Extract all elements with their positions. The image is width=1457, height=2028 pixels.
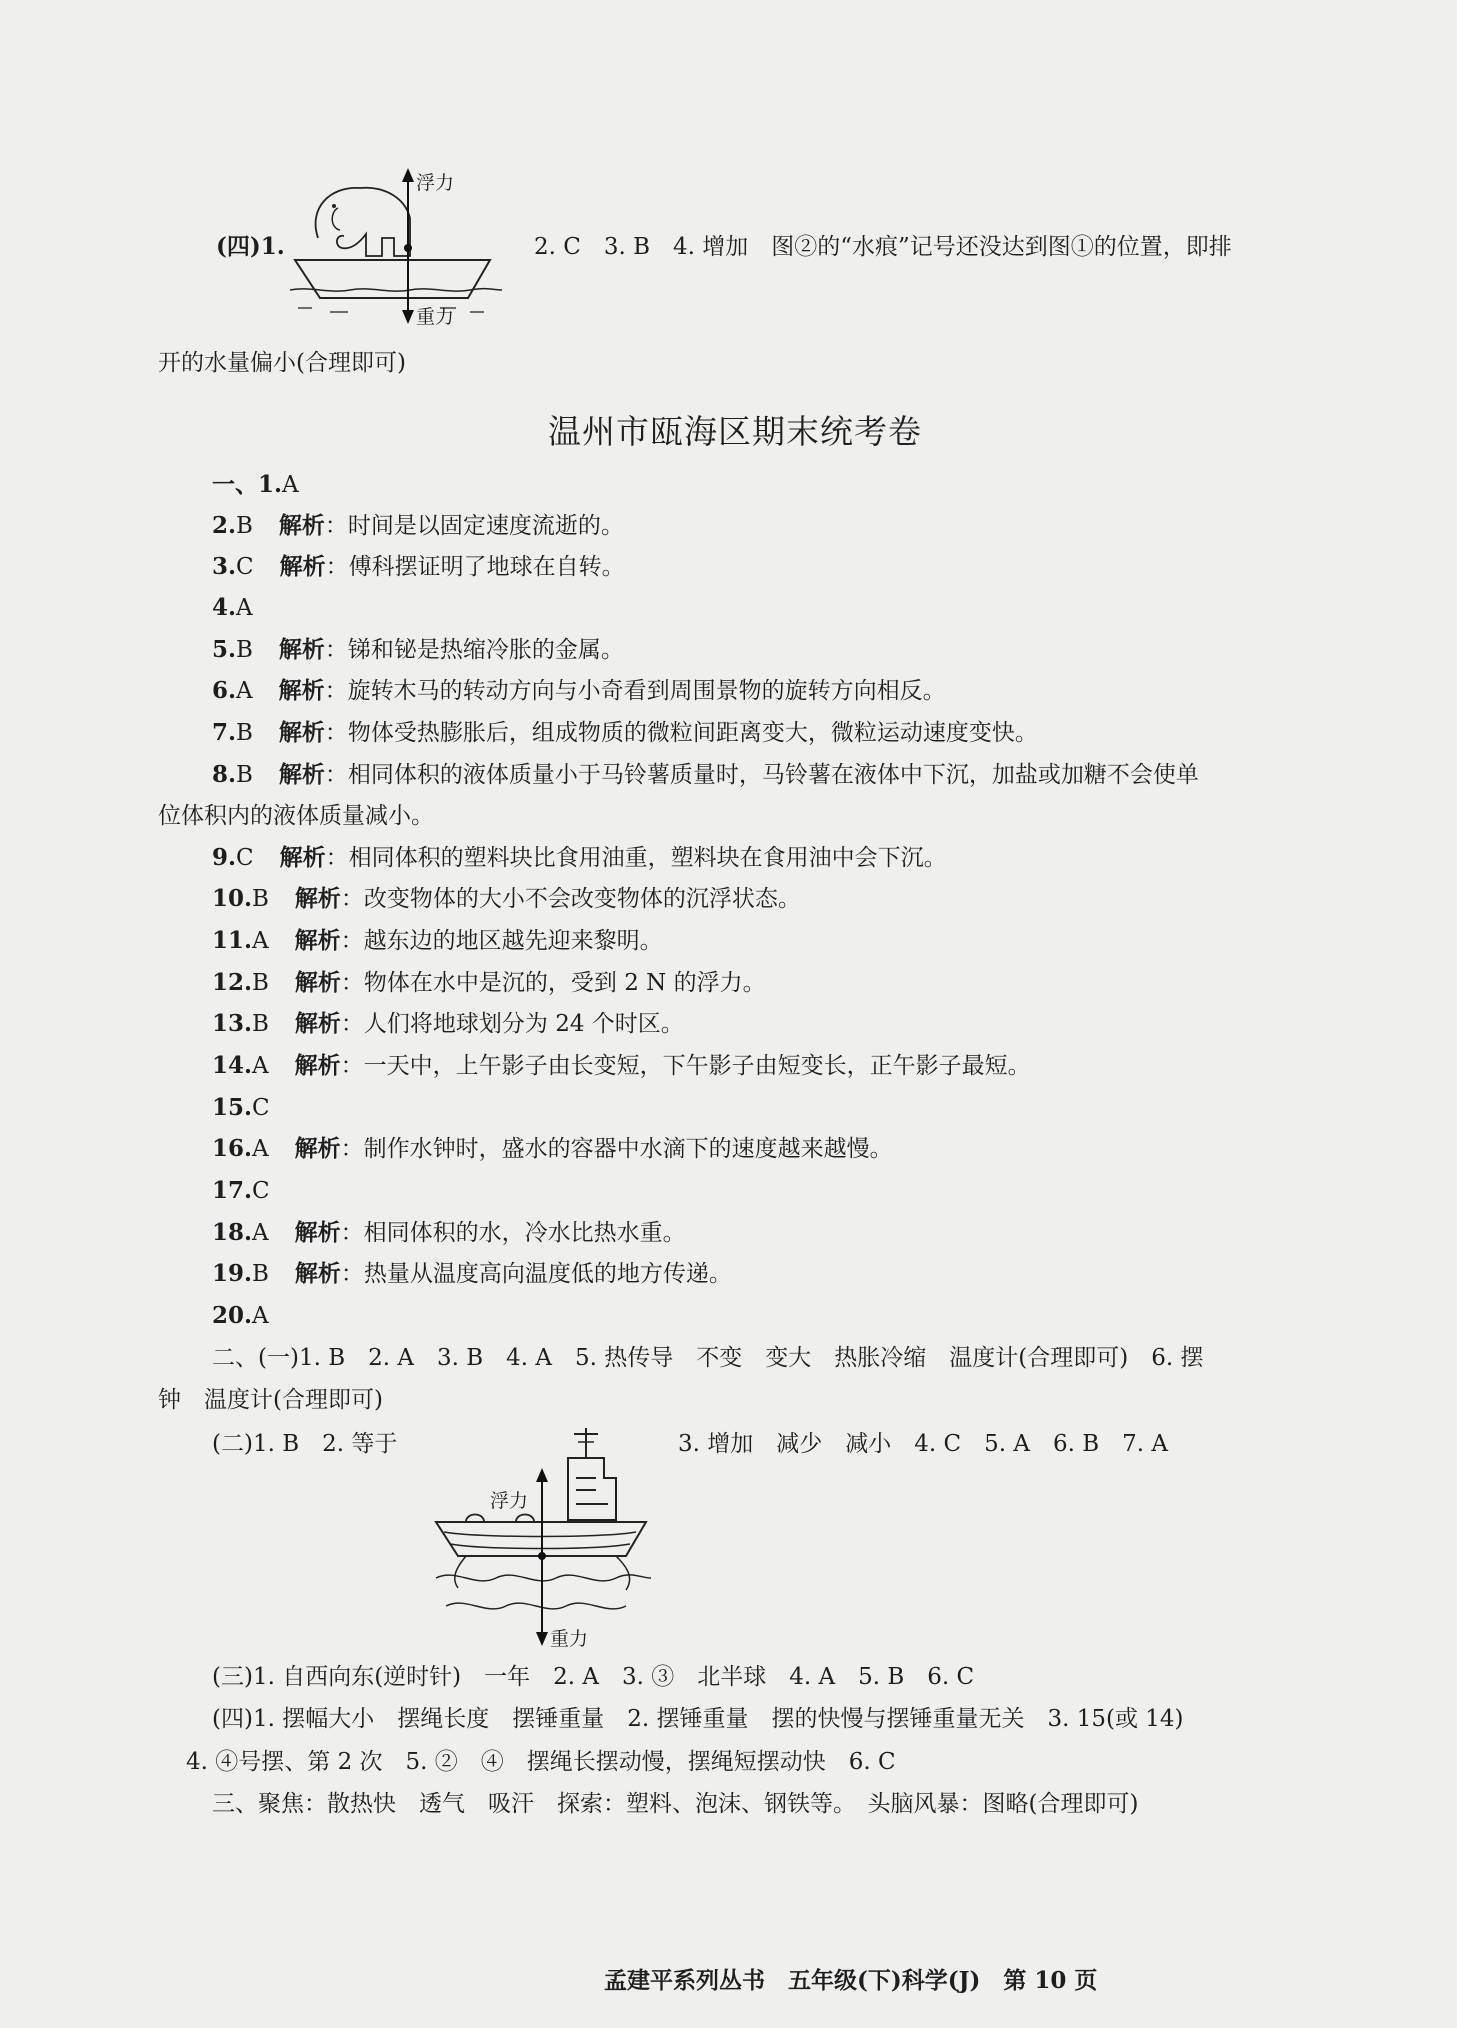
answer-row: 9.C 解析：相同体积的塑料块比食用油重，塑料块在食用油中会下沉。 — [212, 844, 947, 871]
answer-row: 8.B 解析：相同体积的液体质量小于马铃薯质量时，马铃薯在液体中下沉，加盐或加糖不会使单 — [212, 761, 1199, 788]
answer-row: 15.C — [212, 1094, 270, 1121]
answer-row: 10.B 解析：改变物体的大小不会改变物体的沉浮状态。 — [212, 885, 801, 912]
ship-float-label: 浮力 — [490, 1490, 529, 1512]
part2-line1: 二、(一)1. B 2. A 3. B 4. A 5. 热传导 不变 变大 热胀冷缩 温度计(合理即可) 6. 摆 — [212, 1345, 1204, 1371]
answer-row: 2.B 解析：时间是以固定速度流逝的。 — [212, 512, 624, 539]
part2-line2: 钟 温度计(合理即可) — [158, 1387, 383, 1413]
part2-line6: 4. ④号摆、第 2 次 5. ② ④ 摆绳长摆动慢，摆绳短摆动快 6. C — [186, 1749, 896, 1775]
answer-row: 位体积内的液体质量减小。 — [158, 803, 434, 829]
page-title: 温州市瓯海区期末统考卷 — [548, 412, 922, 451]
part3-line: 三、聚焦：散热快 透气 吸汗 探索：塑料、泡沫、钢铁等。 头脑风暴：图略(合理即可) — [212, 1791, 1139, 1817]
answer-row: 6.A 解析：旋转木马的转动方向与小奇看到周围景物的旋转方向相反。 — [212, 677, 946, 704]
part2-line3a: (二)1. B 2. 等于 — [212, 1431, 398, 1457]
page-footer: 孟建平系列丛书 五年级(下)科学(J) 第 10 页 — [604, 1967, 1098, 1994]
answer-row: 7.B 解析：物体受热膨胀后，组成物质的微粒间距离变大，微粒运动速度变快。 — [212, 719, 1038, 746]
answer-row: 一、1.A — [212, 471, 299, 498]
ship-figure — [436, 1428, 656, 1648]
answer-row: 3.C 解析：傅科摆证明了地球在自转。 — [212, 553, 625, 580]
part2-line3b: 3. 增加 减少 减小 4. C 5. A 6. B 7. A — [678, 1431, 1168, 1457]
ship-gravity-label: 重力 — [550, 1628, 589, 1650]
float-force-label: 浮力 — [416, 172, 455, 194]
answer-row: 20.A — [212, 1302, 269, 1329]
answer-row: 12.B 解析：物体在水中是沉的，受到 2 N 的浮力。 — [212, 969, 766, 996]
answer-row: 17.C — [212, 1177, 270, 1204]
elephant-boat-figure — [290, 168, 510, 328]
answer-row: 13.B 解析：人们将地球划分为 24 个时区。 — [212, 1010, 684, 1037]
section4-answers: 2. C 3. B 4. 增加 图②的“水痕”记号还没达到图①的位置，即排 — [534, 234, 1232, 260]
part2-line4: (三)1. 自西向东(逆时针) 一年 2. A 3. ③ 北半球 4. A 5. B 6. C — [212, 1664, 975, 1690]
answer-row: 11.A 解析：越东边的地区越先迎来黎明。 — [212, 927, 663, 954]
section4-label: (四)1. — [216, 233, 285, 260]
answer-row: 5.B 解析：锑和铋是热缩冷胀的金属。 — [212, 636, 624, 663]
answer-row: 16.A 解析：制作水钟时，盛水的容器中水滴下的速度越来越慢。 — [212, 1135, 893, 1162]
answer-row: 19.B 解析：热量从温度高向温度低的地方传递。 — [212, 1260, 732, 1287]
answer-row: 18.A 解析：相同体积的水，冷水比热水重。 — [212, 1219, 686, 1246]
part2-line5: (四)1. 摆幅大小 摆绳长度 摆锤重量 2. 摆锤重量 摆的快慢与摆锤重量无关 3. 15(或 14) — [212, 1706, 1184, 1732]
answer-row: 4.A — [212, 594, 253, 621]
section4-continuation: 开的水量偏小(合理即可) — [158, 350, 406, 376]
answer-row: 14.A 解析：一天中，上午影子由长变短，下午影子由短变长，正午影子最短。 — [212, 1052, 1031, 1079]
gravity-label: 重力 — [416, 306, 455, 328]
